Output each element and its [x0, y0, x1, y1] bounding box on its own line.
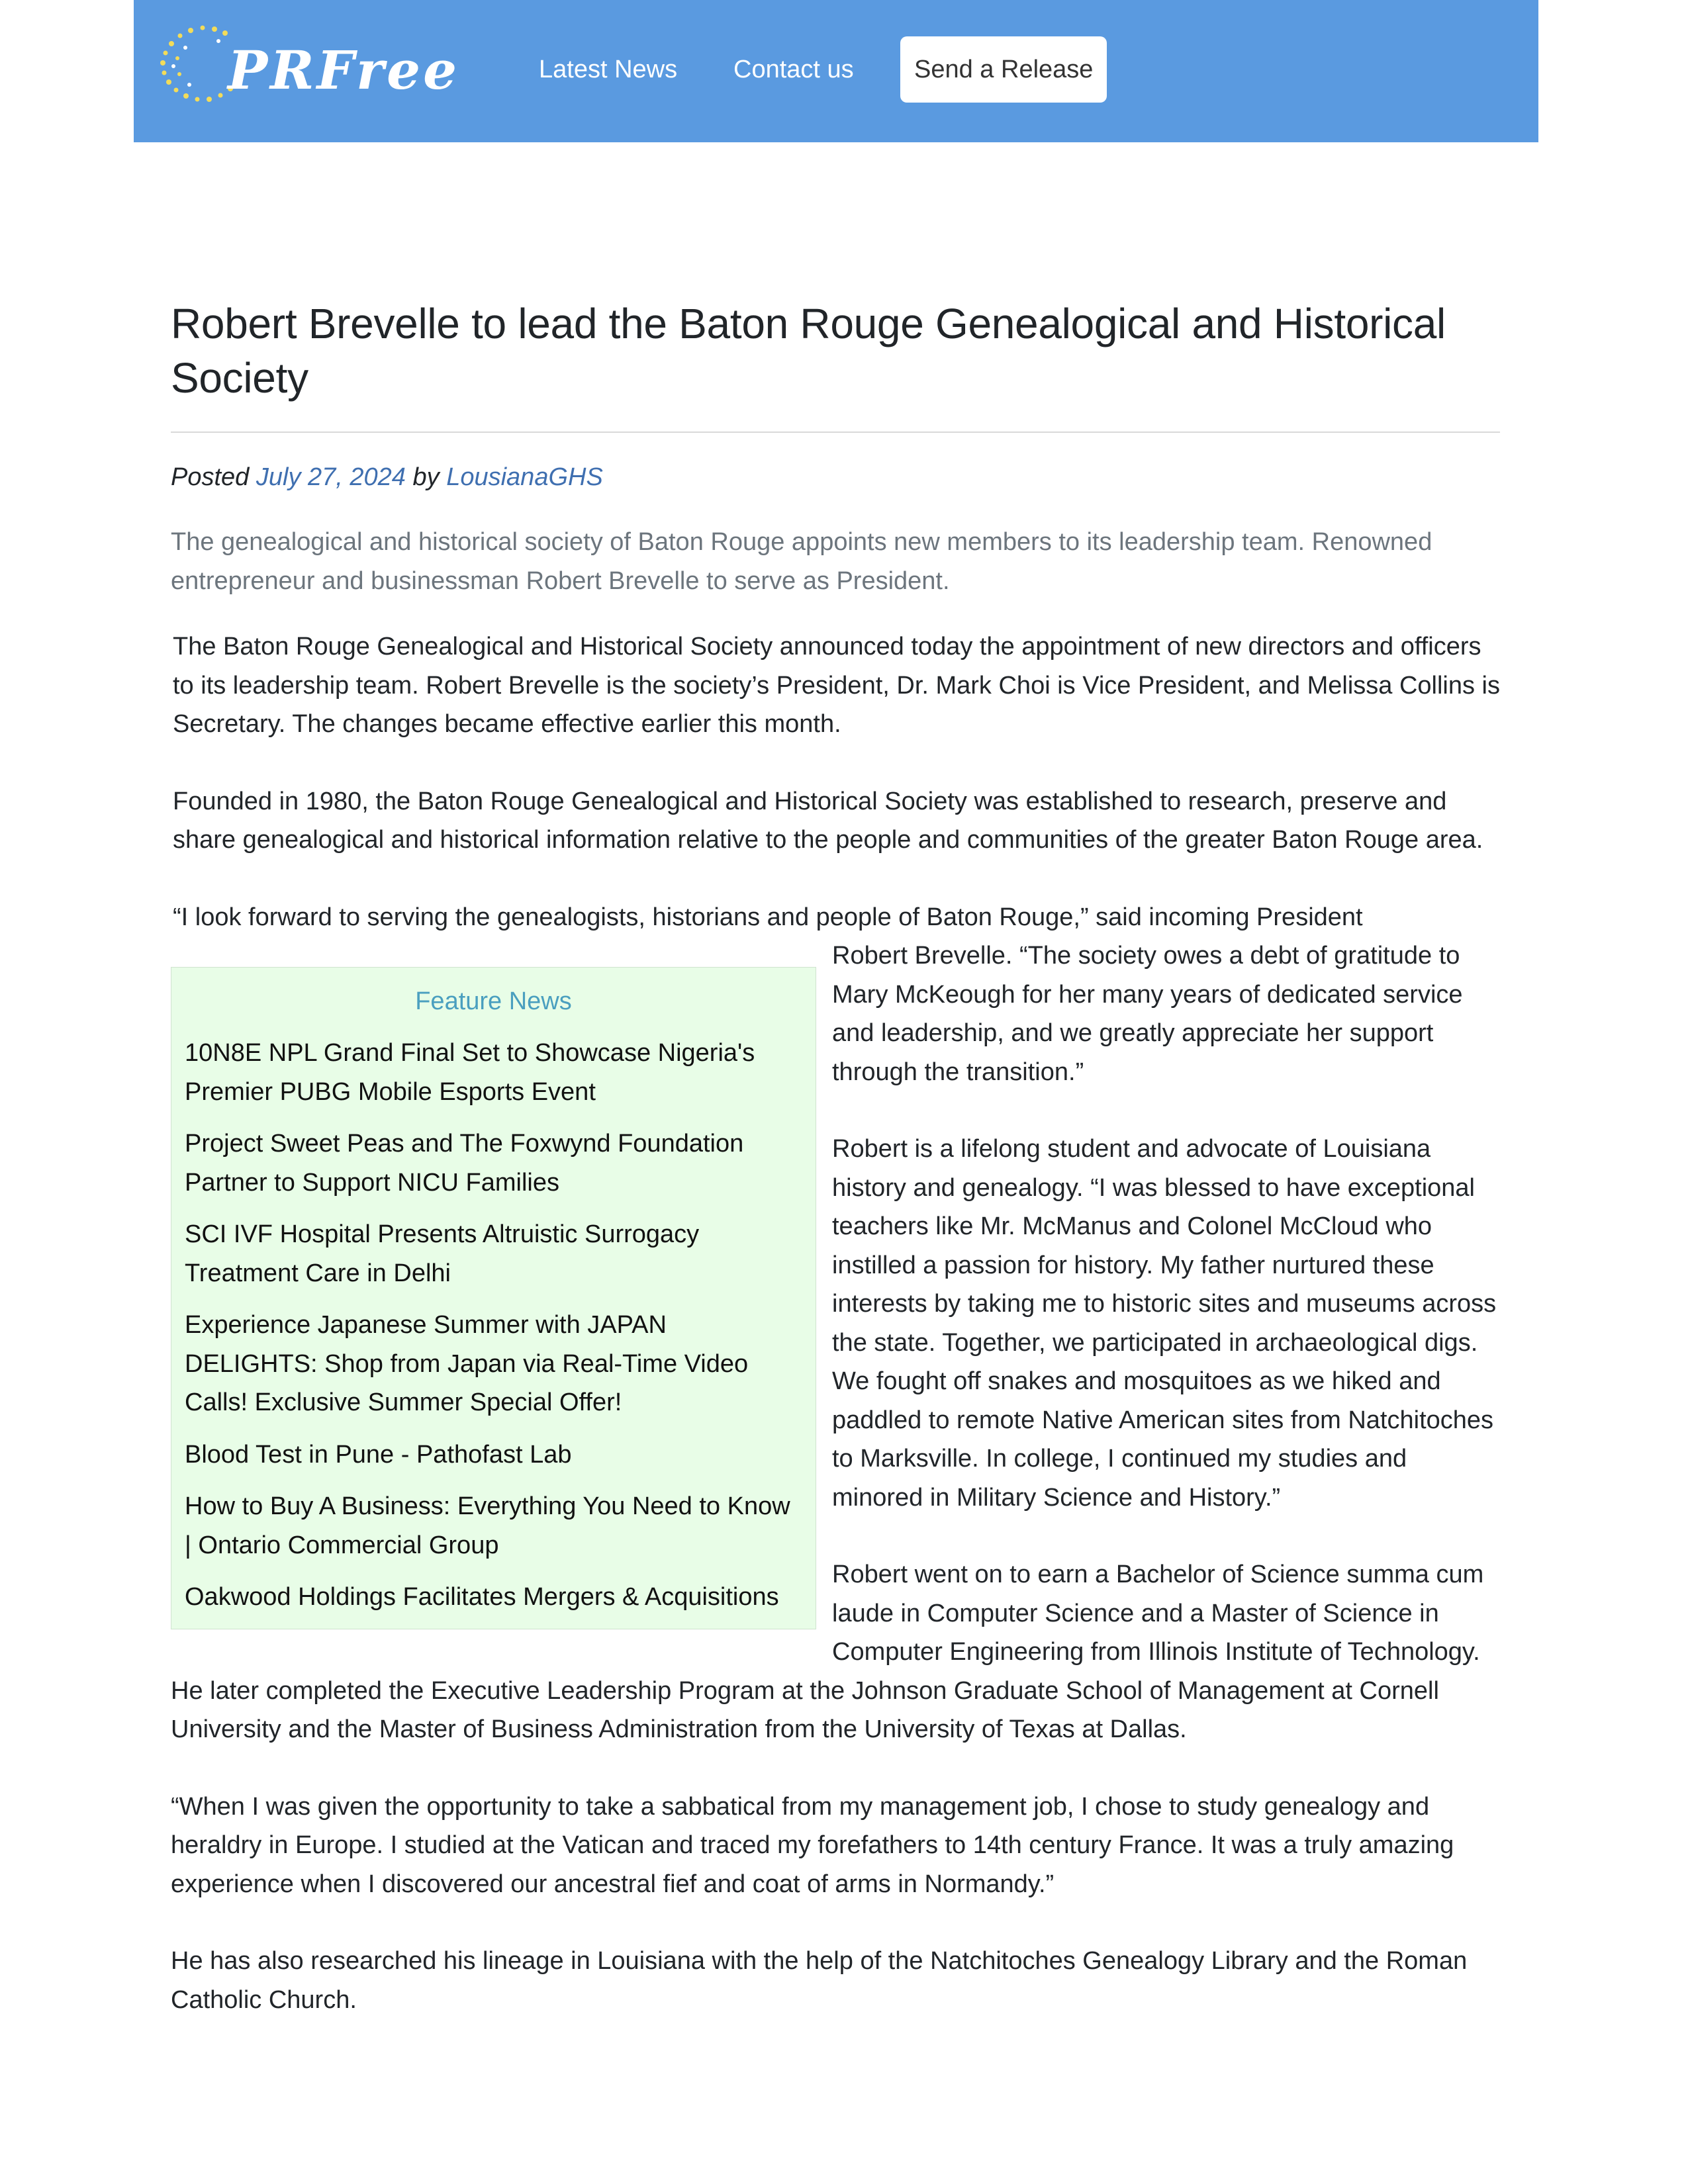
- list-item: [185, 1578, 802, 1617]
- feature-news-link[interactable]: Oakwood Holdings Facilitates Mergers & Acquisitions: [185, 1583, 779, 1611]
- paragraph: The Baton Rouge Genealogical and Historical Society announced today the appointment of new directors and officers to its leadership team. Robert Brevelle is the society’s President, Dr. Mark Choi is Vice President, and Melissa Collins is Secretary. The changes became effective earlier this month.: [173, 633, 1501, 738]
- paragraph: Robert went on to earn a Bachelor of Science summa cum laude in Computer Science and a Master of Science in Computer Engineering from Illinois Institute of Technology. He later completed the Executive Leadership Program at the Johnson Graduate School of Management at Cornell University and the Master of Business Administration from the University of Texas at Dallas.: [171, 1561, 1484, 1743]
- title-divider: [171, 432, 1500, 433]
- feature-news-link[interactable]: SCI IVF Hospital Presents Altruistic Surrogacy Treatment Care in Delhi: [185, 1220, 700, 1287]
- list-item: [185, 1435, 802, 1475]
- list-item: [185, 1034, 802, 1111]
- post-date-link[interactable]: July 27, 2024: [256, 463, 406, 491]
- paragraph: Robert Brevelle. “The society owes a debt of gratitude to Mary McKeough for her many years of dedicated service and leadership, and we greatly appreciate her support through the transition.”: [832, 942, 1463, 1086]
- article-byline: [171, 458, 603, 496]
- article-title: Robert Brevelle to lead the Baton Rouge Genealogical and Historical Society: [171, 300, 1446, 402]
- nav-latest-news[interactable]: Latest News: [539, 56, 678, 83]
- list-item: [185, 1215, 802, 1293]
- feature-news-link[interactable]: Experience Japanese Summer with JAPAN DELIGHTS: Shop from Japan via Real-Time Video Calls! Exclusive Summer Special Offer!: [185, 1311, 749, 1416]
- author-link[interactable]: LousianaGHS: [446, 463, 603, 491]
- nav-contact-us[interactable]: Contact us: [733, 56, 854, 83]
- article-body: [171, 627, 1503, 2058]
- feature-news-link[interactable]: Blood Test in Pune - Pathofast Lab: [185, 1440, 572, 1469]
- feature-news-box: [171, 967, 816, 1629]
- feature-news-link[interactable]: How to Buy A Business: Everything You Need to Know | Ontario Commercial Group: [185, 1492, 790, 1559]
- paragraph: Robert is a lifelong student and advocate of Louisiana history and genealogy. “I was blessed to have exceptional teachers like Mr. McManus and Colonel McCloud who instilled a passion for history. My father nurtured these interests by taking me to historic sites and museums across the state. Together, we participated in archaeological digs. We fought off snakes and mosquitoes as we hiked and paddled to remote Native American sites from Natchitoches to Marksville. In college, I continued my studies and minored in Military Science and History.”: [832, 1135, 1497, 1512]
- article-summary: The genealogical and historical society of Baton Rouge appoints new members to its leadership team. Renowned entrepreneur and businessman Robert Brevelle to serve as President.: [171, 528, 1432, 595]
- feature-news-list: [185, 1034, 802, 1617]
- send-release-button[interactable]: Send a Release: [900, 36, 1107, 103]
- feature-news-link[interactable]: Project Sweet Peas and The Foxwynd Foundation Partner to Support NICU Families: [185, 1130, 744, 1197]
- feature-news-title: Feature News: [415, 987, 572, 1015]
- paragraph: He has also researched his lineage in Louisiana with the help of the Natchitoches Genealogy Library and the Roman Catholic Church.: [171, 1947, 1468, 2014]
- paragraph: “I look forward to serving the genealogists, historians and people of Baton Rouge,” said incoming President: [173, 903, 1363, 931]
- site-header: [134, 0, 1538, 142]
- site-logo[interactable]: [150, 19, 459, 118]
- posted-label: Posted: [171, 463, 250, 491]
- logo-dots-icon: [150, 19, 459, 118]
- paragraph: Founded in 1980, the Baton Rouge Genealogical and Historical Society was established to research, preserve and share genealogical and historical information relative to the people and communities of the greater Baton Rouge area.: [173, 787, 1483, 854]
- list-item: [185, 1124, 802, 1202]
- svg-text:PRFree: PRFree: [228, 39, 459, 101]
- list-item: [185, 1487, 802, 1565]
- paragraph: “When I was given the opportunity to take a sabbatical from my management job, I chose to study genealogy and heraldry in Europe. I studied at the Vatican and traced my forefathers to 14th century France. It was a truly amazing experience when I discovered our ancestral fief and coat of arms in Normandy.”: [171, 1792, 1454, 1898]
- list-item: [185, 1306, 802, 1422]
- by-label: by: [412, 463, 440, 491]
- feature-news-link[interactable]: 10N8E NPL Grand Final Set to Showcase Nigeria's Premier PUBG Mobile Esports Event: [185, 1039, 755, 1106]
